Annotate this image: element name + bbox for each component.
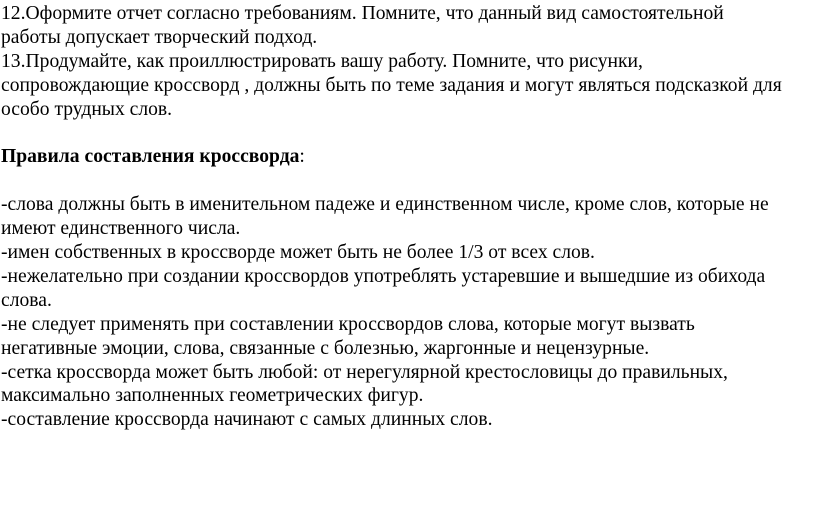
rule-item-6 — [1, 408, 816, 432]
rules-heading — [1, 145, 816, 169]
text-line: 12.Оформите отчет согласно требованиям. Помните, что данный вид самостоятельной — [1, 3, 724, 24]
rules-heading-text: Правила составления кроссворда — [1, 146, 300, 168]
blank-line — [1, 169, 816, 193]
blank-line — [1, 122, 816, 146]
text-line: негативные эмоции, слова, связанные с болезнью, жаргонные и нецензурные. — [1, 337, 650, 359]
rule-item-4 — [1, 313, 816, 361]
paragraph-item-12 — [1, 2, 816, 50]
rule-item-1 — [1, 193, 816, 241]
text-line: -не следует применять при составлении кроссвордов слова, которые могут вызвать — [1, 313, 695, 335]
text-line: имеют единственного числа. — [1, 218, 241, 240]
text-line: -имен собственных в кроссворде может быть не более 1/3 от всех слов. — [1, 242, 595, 264]
text-line: работы допускает творческий подход. — [1, 26, 318, 48]
text-line: -сетка кроссворда может быть любой: от нерегулярной крестословицы до правильных, — [1, 361, 728, 383]
text-line: -нежелательно при создании кроссвордов употреблять устаревшие и вышедшие из обихода — [1, 265, 766, 287]
rule-item-5 — [1, 361, 816, 409]
text-line: -слова должны быть в именительном падеже и единственном числе, кроме слов, которые не — [1, 194, 769, 216]
text-line: слова. — [1, 289, 52, 311]
rule-item-3 — [1, 265, 816, 313]
text-line: особо трудных слов. — [1, 98, 173, 120]
text-line: -составление кроссворда начинают с самых длинных слов. — [1, 409, 493, 431]
text-line: 13.Продумайте, как проиллюстрировать вашу работу. Помните, что рисунки, — [1, 50, 643, 72]
rules-heading-colon: : — [299, 146, 305, 168]
text-line: сопровождающие кроссворд , должны быть по теме задания и могут являться подсказкой для — [1, 74, 782, 96]
rule-item-2 — [1, 241, 816, 265]
text-line: максимально заполненных геометрических фигур. — [1, 385, 424, 407]
paragraph-item-13 — [1, 50, 816, 122]
